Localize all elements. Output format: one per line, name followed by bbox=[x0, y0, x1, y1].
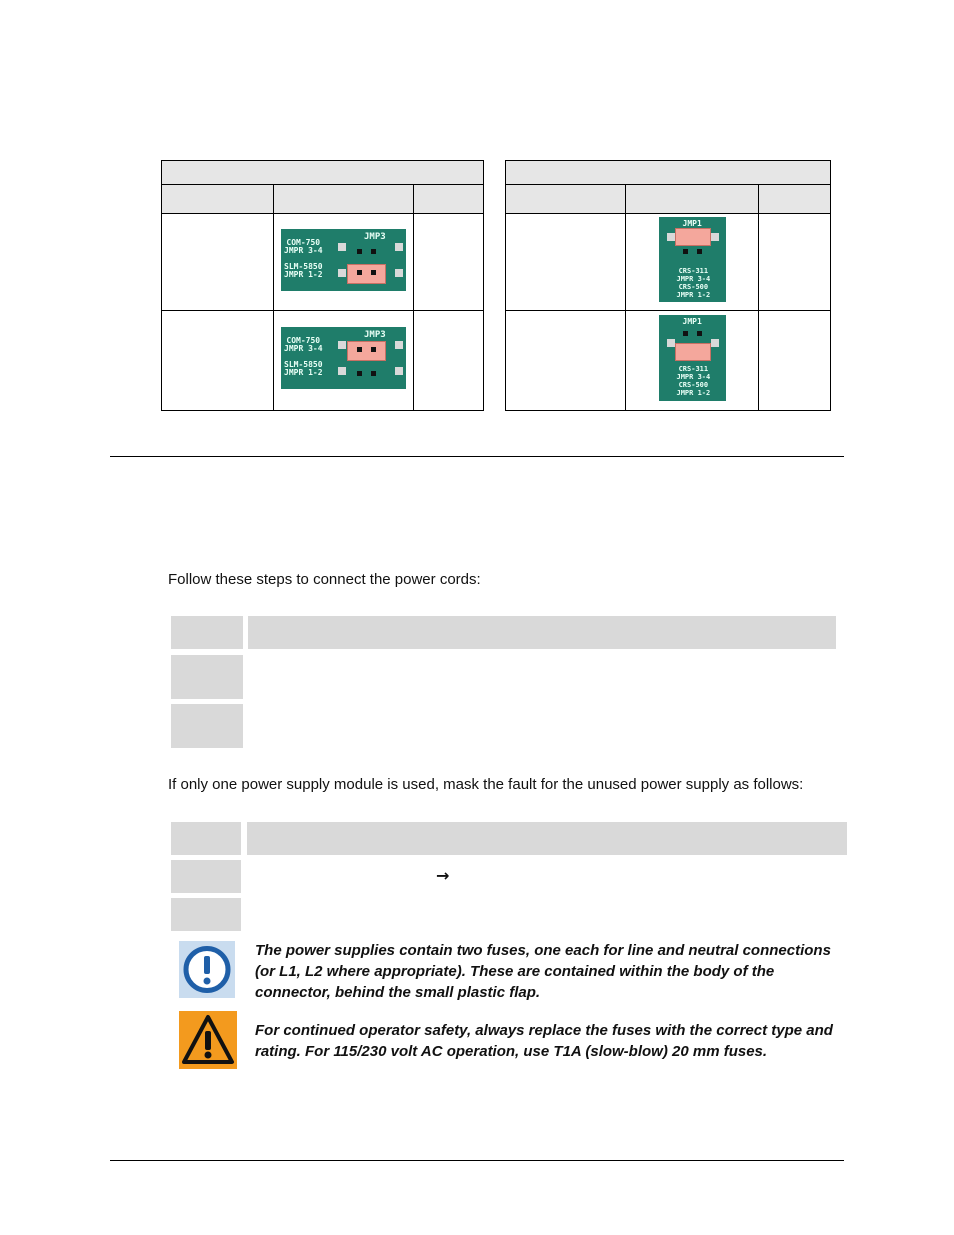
step-table-header-cell bbox=[248, 616, 836, 649]
jumper-shunt bbox=[675, 343, 711, 361]
jumper-id-label: JMP3 bbox=[364, 231, 386, 242]
step-number-cell bbox=[171, 898, 241, 931]
exclamation-circle-icon bbox=[179, 941, 235, 998]
fuse-info-note: The power supplies contain two fuses, one each for line and neutral connections (or L1, L2 where appropriate). These are contained within the body of the connector, behind the small plastic flap. bbox=[255, 942, 831, 1001]
table-cell bbox=[162, 214, 274, 311]
column-header-cell bbox=[162, 185, 274, 214]
table-cell bbox=[162, 311, 274, 411]
table-cell bbox=[626, 214, 759, 311]
jumper-board-photo bbox=[659, 315, 726, 401]
table-cell bbox=[506, 311, 626, 411]
jumper-silk-label: CRS-311 JMPR 3-4 CRS-500 JMPR 1-2 bbox=[676, 267, 711, 299]
jumper-table-right bbox=[505, 160, 831, 411]
table-title-cell bbox=[162, 161, 484, 185]
table-cell bbox=[506, 214, 626, 311]
table-cell bbox=[759, 311, 831, 411]
jumper-board-photo bbox=[659, 217, 726, 302]
table-cell bbox=[414, 214, 484, 311]
jumper-id-label: JMP1 bbox=[682, 219, 702, 228]
jumper-board-photo bbox=[281, 327, 406, 389]
warning-triangle-icon bbox=[179, 1011, 237, 1069]
section-divider bbox=[110, 456, 844, 457]
column-header-cell bbox=[759, 185, 831, 214]
table-cell bbox=[414, 311, 484, 411]
jumper-silk-label: COM-750 JMPR 3-4 SLM-5850 JMPR 1-2 bbox=[284, 237, 323, 279]
table-cell bbox=[759, 214, 831, 311]
step-number-cell bbox=[171, 655, 243, 699]
mask-fault-text: If only one power supply module is used, mask the fault for the unused power supply as follows: bbox=[168, 776, 804, 793]
jumper-silk-label: CRS-311 JMPR 3-4 CRS-500 JMPR 1-2 bbox=[676, 365, 711, 397]
jumper-shunt bbox=[347, 264, 386, 284]
jumper-silk-label: COM-750 JMPR 3-4 SLM-5850 JMPR 1-2 bbox=[284, 336, 323, 377]
jumper-id-label: JMP3 bbox=[364, 330, 386, 340]
jumper-shunt bbox=[675, 228, 711, 246]
table-title-cell bbox=[506, 161, 831, 185]
step-number-cell bbox=[171, 704, 243, 748]
column-header-cell bbox=[414, 185, 484, 214]
fuse-safety-warning: For continued operator safety, always replace the fuses with the correct type and rating. For 115/230 volt AC operation, use T1A (slow-blow) 20 mm fuses. bbox=[255, 1022, 833, 1060]
table-cell bbox=[274, 214, 414, 311]
step-table-header-cell bbox=[171, 616, 243, 649]
step-table-header-cell bbox=[171, 822, 241, 855]
jumper-table-left bbox=[161, 160, 484, 411]
column-header-cell bbox=[626, 185, 759, 214]
table-cell bbox=[626, 311, 759, 411]
footer-rule bbox=[110, 1160, 844, 1161]
table-cell bbox=[274, 311, 414, 411]
jumper-id-label: JMP1 bbox=[682, 317, 702, 326]
column-header-cell bbox=[274, 185, 414, 214]
jumper-shunt bbox=[347, 341, 386, 361]
jumper-board-photo bbox=[281, 229, 406, 291]
step-table-header-cell bbox=[247, 822, 847, 855]
column-header-cell bbox=[506, 185, 626, 214]
step-number-cell bbox=[171, 860, 241, 893]
power-cord-intro-text: Follow these steps to connect the power cords: bbox=[168, 571, 481, 588]
arrow-right-icon: → bbox=[436, 866, 450, 885]
